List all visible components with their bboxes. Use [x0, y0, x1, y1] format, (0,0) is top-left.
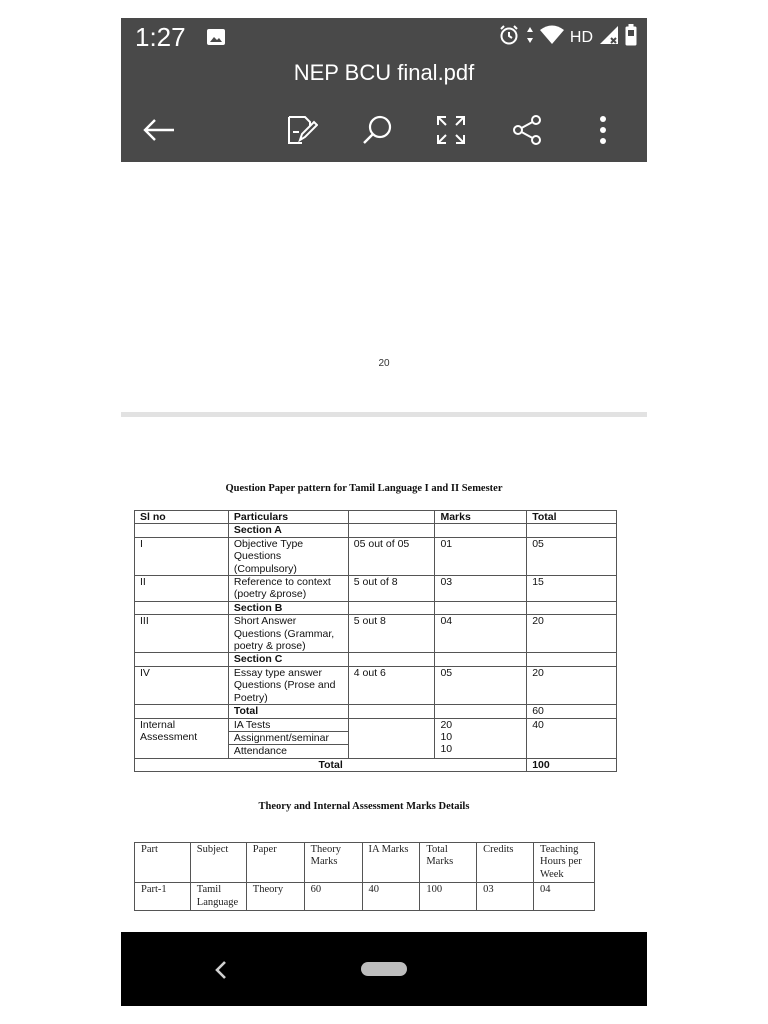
table-cell: 01	[435, 537, 527, 575]
status-icons	[498, 24, 637, 51]
header-cell: Total Marks	[420, 843, 477, 883]
signal-icon	[599, 25, 619, 50]
document-title: NEP BCU final.pdf	[293, 60, 475, 85]
ia-total: 40	[527, 718, 617, 758]
ia-item: Assignment/seminar	[228, 731, 348, 744]
header-cell	[348, 511, 435, 524]
table-row	[135, 666, 617, 704]
search-icon[interactable]	[357, 110, 397, 150]
subtotal-row	[135, 705, 617, 718]
table-cell: 100	[420, 883, 477, 911]
header-cell: Sl no	[135, 511, 229, 524]
pdf-page-previous	[121, 162, 647, 412]
ia-item: Attendance	[228, 745, 348, 758]
table-cell: Theory	[246, 883, 304, 911]
ia-mark: 10	[440, 743, 453, 756]
table-cell: 60	[304, 883, 362, 911]
battery-icon	[625, 24, 637, 51]
system-nav-bar	[121, 932, 647, 1006]
marks-details-title: Theory and Internal Assessment Marks Details	[258, 801, 470, 812]
table-cell: 20	[527, 615, 617, 653]
table-row	[135, 576, 617, 602]
table-cell: Objective Type Questions (Compulsory)	[228, 537, 348, 575]
subtotal-label: Total	[228, 705, 348, 718]
network-type-label: HD	[569, 28, 593, 46]
table-row	[135, 537, 617, 575]
table-cell: 05	[435, 666, 527, 704]
table-cell: II	[135, 576, 229, 602]
internal-assessment-label: Internal Assessment	[135, 718, 229, 758]
header-cell: Credits	[477, 843, 534, 883]
table-cell: III	[135, 615, 229, 653]
table-cell: Reference to context (poetry &prose)	[228, 576, 348, 602]
nav-back-icon[interactable]	[209, 958, 233, 982]
table-cell: Short Answer Questions (Grammar, poetry & prose)	[228, 615, 348, 653]
more-vert-icon[interactable]	[583, 110, 623, 150]
table-cell: 05 out of 05	[348, 537, 435, 575]
home-pill-icon[interactable]	[361, 962, 407, 976]
header-cell: Theory Marks	[304, 843, 362, 883]
section-row	[135, 524, 617, 537]
alarm-icon	[498, 24, 520, 51]
subtotal-value: 60	[527, 705, 617, 718]
table-cell: IV	[135, 666, 229, 704]
header-cell: IA Marks	[362, 843, 420, 883]
status-time: 1:27	[135, 22, 186, 52]
table-cell: 40	[362, 883, 420, 911]
ia-mark: 20	[440, 718, 453, 731]
table-cell: 05	[527, 537, 617, 575]
marks-details-table	[134, 842, 595, 911]
grand-total-value: 100	[527, 758, 617, 771]
table-cell: Part-1	[135, 883, 191, 911]
image-icon	[207, 29, 225, 50]
page-number: 20	[378, 358, 390, 369]
pdf-page-current	[121, 417, 647, 932]
header-cell: Particulars	[228, 511, 348, 524]
share-icon[interactable]	[507, 110, 547, 150]
edit-icon[interactable]	[282, 110, 322, 150]
table-cell: 20	[527, 666, 617, 704]
section-label: Section B	[228, 601, 348, 614]
table-cell: Tamil Language	[190, 883, 246, 911]
table-cell: I	[135, 537, 229, 575]
section-label: Section A	[228, 524, 348, 537]
table-cell: 04	[435, 615, 527, 653]
ia-item: IA Tests	[228, 718, 348, 731]
table-cell: 5 out 8	[348, 615, 435, 653]
table-row	[135, 883, 595, 911]
table-cell: 03	[435, 576, 527, 602]
data-arrows-icon	[526, 26, 534, 49]
table-cell: 04	[534, 883, 595, 911]
table-cell: 03	[477, 883, 534, 911]
table-cell: 15	[527, 576, 617, 602]
grand-total-label: Total	[135, 758, 527, 771]
header-cell: Marks	[435, 511, 527, 524]
header-cell: Teaching Hours per Week	[534, 843, 595, 883]
wifi-icon	[540, 25, 564, 50]
table-cell: 5 out of 8	[348, 576, 435, 602]
header-cell: Paper	[246, 843, 304, 883]
header-cell: Subject	[190, 843, 246, 883]
header-cell: Total	[527, 511, 617, 524]
fullscreen-icon[interactable]	[431, 110, 471, 150]
internal-assessment-row	[135, 718, 617, 731]
table-cell: Essay type answer Questions (Prose and Poetry)	[228, 666, 348, 704]
table-row	[135, 615, 617, 653]
header-cell: Part	[135, 843, 191, 883]
section-label: Section C	[228, 653, 348, 666]
table-cell: 4 out 6	[348, 666, 435, 704]
section-row	[135, 601, 617, 614]
ia-marks	[435, 718, 527, 758]
back-arrow-icon[interactable]	[139, 110, 179, 150]
question-paper-title: Question Paper pattern for Tamil Language I and II Semester	[225, 483, 503, 494]
table-header-row	[135, 843, 595, 883]
table-header-row	[135, 511, 617, 524]
ia-mark: 10	[440, 730, 453, 743]
phone-screen	[121, 18, 647, 1006]
grand-total-row	[135, 758, 617, 771]
pdf-viewer-app-bar	[121, 18, 647, 162]
question-paper-table	[134, 510, 617, 772]
section-row	[135, 653, 617, 666]
